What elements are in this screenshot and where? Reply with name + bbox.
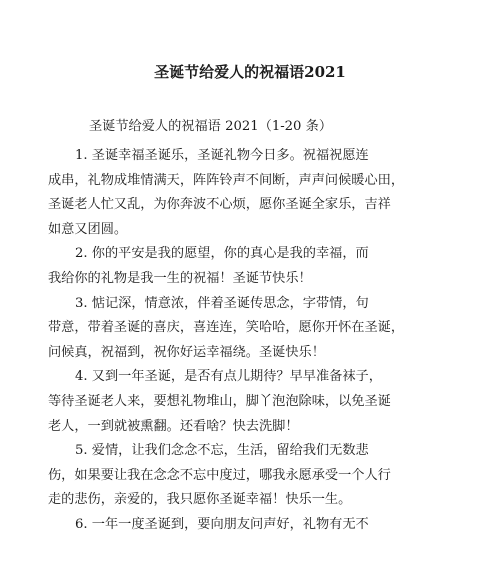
paragraph-line: 圣诞老人忙又乱，为你奔波不心烦，愿你圣诞全家乐，吉祥 bbox=[48, 197, 391, 213]
paragraph-line: 如意又团圆。 bbox=[48, 221, 128, 237]
paragraph-line: 我给你的礼物是我一生的祝福！圣诞节快乐！ bbox=[48, 270, 312, 286]
paragraph-line: 4. 又到一年圣诞，是否有点儿期待？早早准备袜子， bbox=[75, 369, 382, 385]
paragraph-line: 等待圣诞老人来，要想礼物堆山，脚丫泡泡除味，以免圣诞 bbox=[48, 393, 391, 409]
paragraph-line: 带意，带着圣诞的喜庆，喜连连，笑哈哈，愿你开怀在圣诞， bbox=[48, 320, 405, 336]
page-title: 圣诞节给爱人的祝福语2021 bbox=[154, 63, 346, 81]
paragraph-line: 走的悲伤，亲爱的，我只愿你圣诞幸福！快乐一生。 bbox=[48, 492, 352, 508]
document-subtitle: 圣诞节给爱人的祝福语 2021（1-20 条） bbox=[89, 119, 333, 134]
paragraph-line: 6. 一年一度圣诞到，要向朋友问声好，礼物有无不 bbox=[75, 516, 369, 532]
paragraph-6 bbox=[48, 513, 428, 538]
paragraph-1 bbox=[48, 144, 428, 242]
paragraph-line: 2. 你的平安是我的愿望，你的真心是我的幸福，而 bbox=[75, 246, 369, 262]
paragraph-line: 伤，如果要让我在念念不忘中度过，哪我永愿承受一个人行 bbox=[48, 467, 391, 483]
paragraph-line: 成串，礼物成堆情满天，阵阵铃声不间断，声声问候暖心田， bbox=[48, 172, 405, 188]
paragraph-3 bbox=[48, 292, 428, 366]
paragraph-5 bbox=[48, 439, 428, 513]
paragraph-2 bbox=[48, 242, 428, 291]
paragraph-line: 1. 圣诞幸福圣诞乐，圣诞礼物今日多。祝福祝愿连 bbox=[75, 148, 369, 163]
paragraph-line: 老人，一到就被熏翻。还看啥？快去洗脚！ bbox=[48, 418, 299, 434]
paragraph-line: 5. 爱情，让我们念念不忘，生活，留给我们无数悲 bbox=[75, 443, 369, 459]
paragraph-4 bbox=[48, 365, 428, 439]
paragraph-line: 3. 惦记深，情意浓，伴着圣诞传思念，字带情，句 bbox=[75, 295, 369, 311]
paragraph-line: 问候真，祝福到，祝你好运幸福绕。圣诞快乐！ bbox=[48, 344, 325, 360]
